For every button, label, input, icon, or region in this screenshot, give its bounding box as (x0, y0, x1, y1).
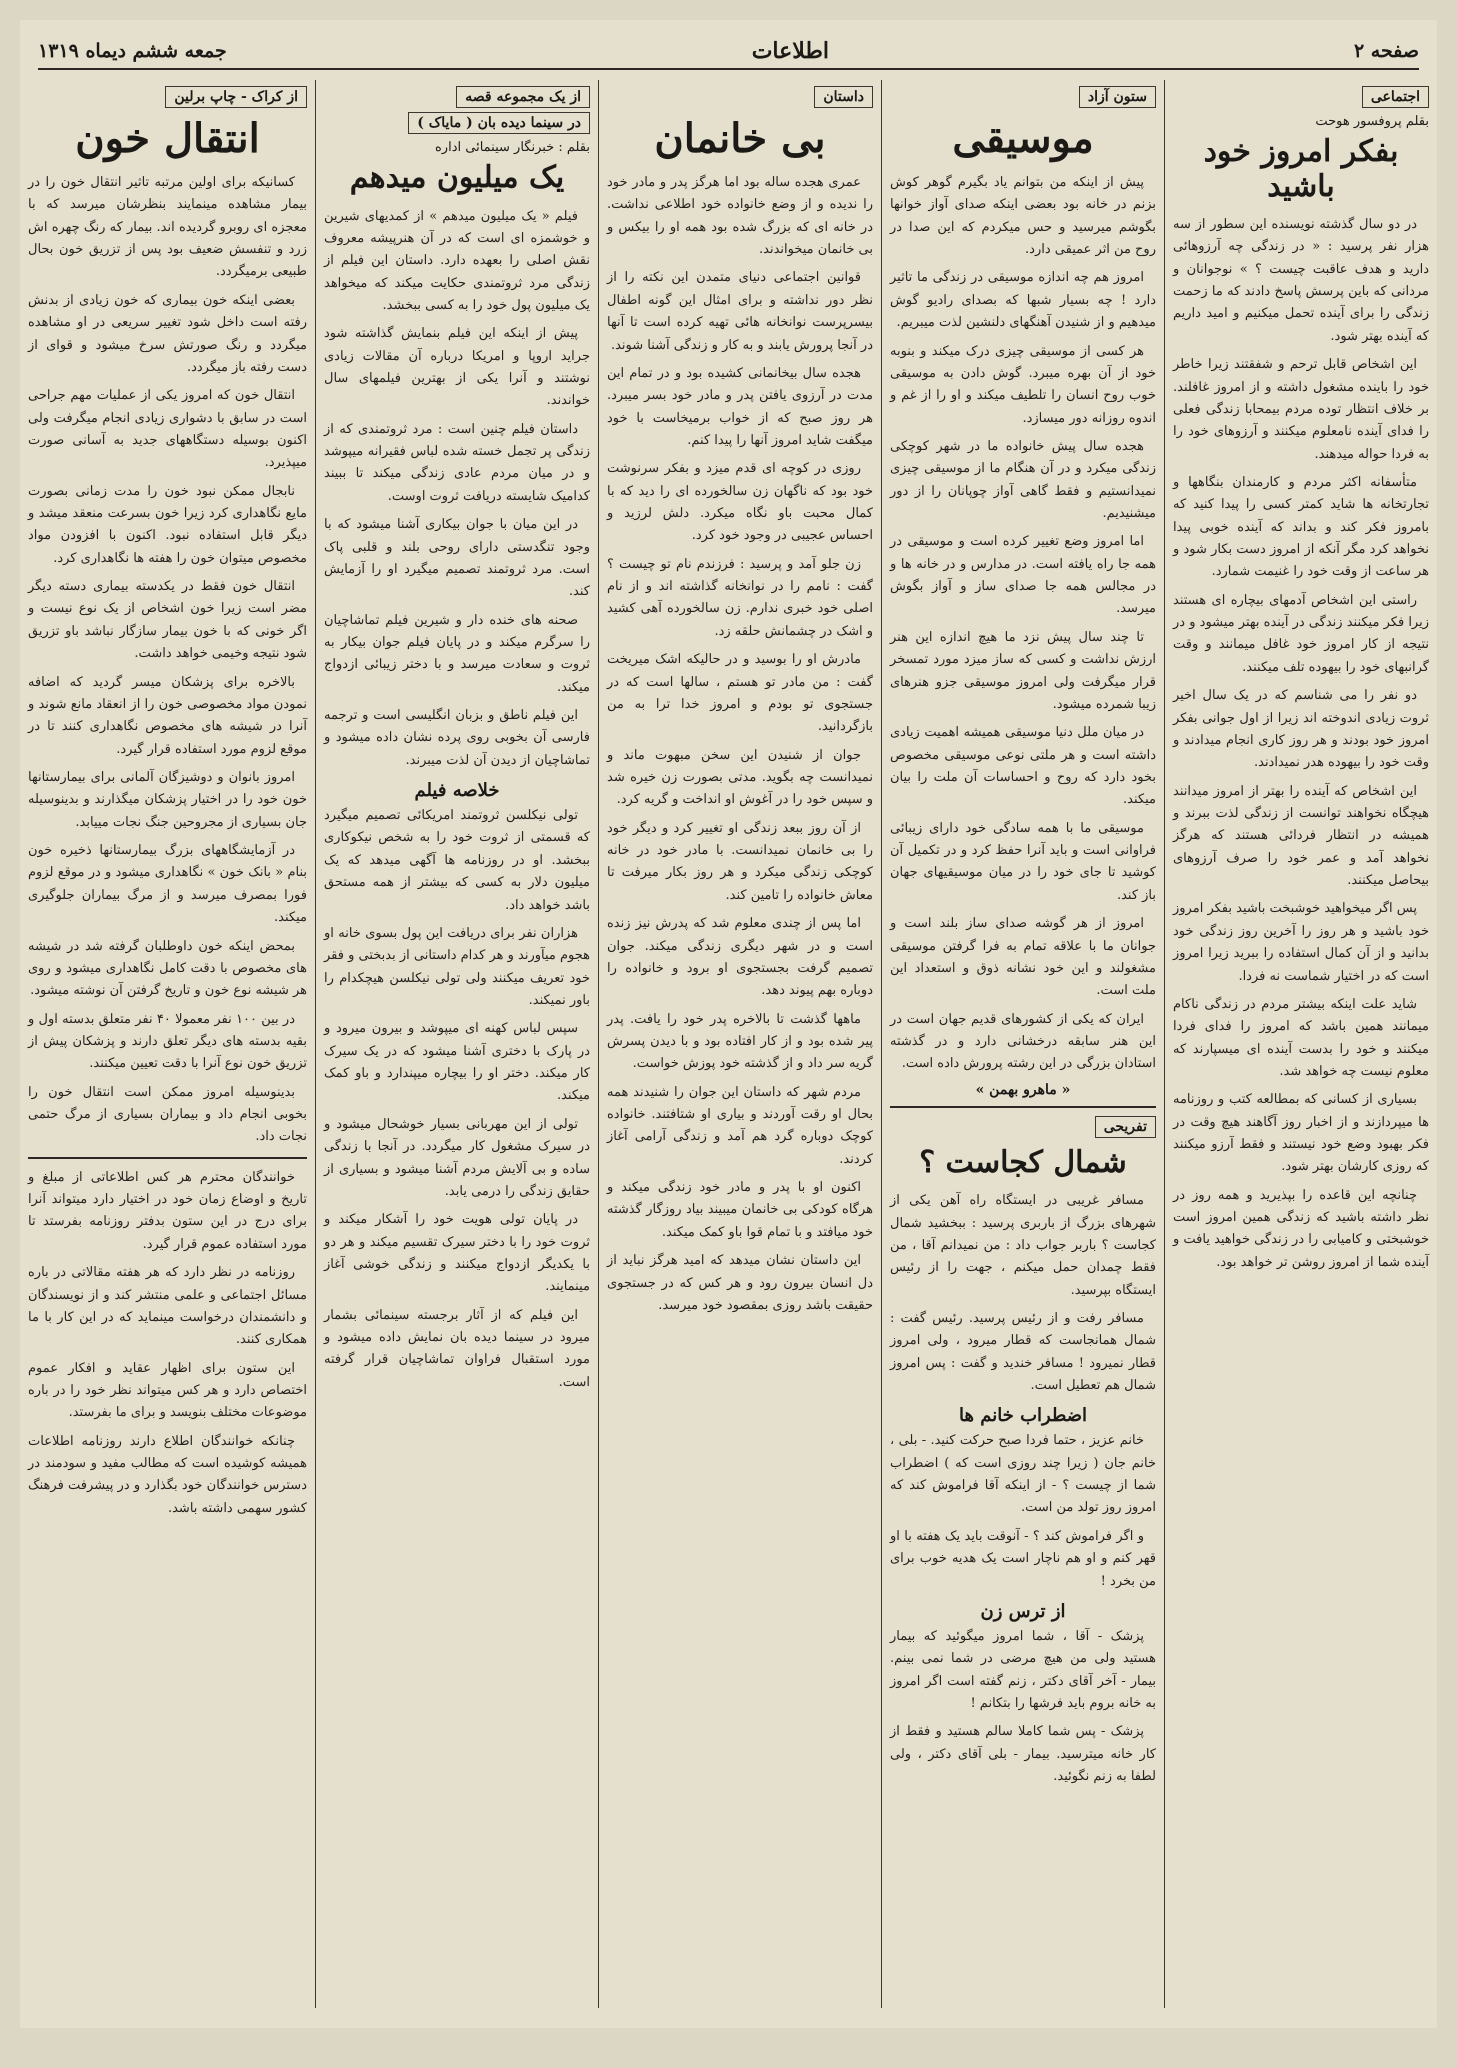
paragraph: بمحض اینکه خون داوطلبان گرفته شد در شیشه های مخصوص با دقت کامل نگاهداری میشود و روی هر شیشه نوع خون و تاریخ گرفتن آن نوشته میشود. (28, 938, 307, 999)
paragraph: راستی این اشخاص آدمهای بیچاره ای هستند زیرا فکر میکنند زندگی در آینده بهتر میشود و در نتیجه از کار امروز خود غافل میمانند و وقت گرانبهای خود را بیهوده تلف میکنند. (1173, 592, 1429, 675)
section-kicker: در سینما دیده بان ( مایاک ) (408, 112, 590, 134)
section-kicker: از یک مجموعه قصه (456, 86, 590, 108)
paragraph: پیش از اینکه من بتوانم یاد بگیرم گوهر کوش بزنم در خانه بود بعضی اینکه صدای آواز خوانها بگوشم میرسید و حس میکردم که این صدا در روح من اثر عمیقی دارد. (890, 175, 1156, 258)
column-social (1165, 80, 1437, 2008)
column-divider (315, 80, 316, 2008)
paragraph: صحنه های خنده دار و شیرین فیلم تماشاچیان را سرگرم میکند و در پایان فیلم جوان بیکار به ثروت و سعادت میرسد و با دختر زیبائی ازدواج میکند. (324, 612, 590, 695)
paragraph: مسافر غریبی در ایستگاه راه آهن یکی از شهرهای بزرگ از باربری پرسید : ببخشید شمال کجاست ؟ باربر جواب داد : من نمیدانم آقا ، من فقط چمدان حمل میکنم ، جهت را از رئیس ایستگاه بپرسید. (890, 1193, 1156, 1298)
paragraph: شاید علت اینکه بیشتر مردم در زندگی ناکام میمانند همین باشد که امروز را فدای فردا میکنند و خود را بدست آینده ای میسپارند که معلوم نیست چه خواهد شد. (1173, 996, 1429, 1079)
paragraph: اما پس از چندی معلوم شد که پدرش نیز زنده است و در شهر دیگری زندگی میکند. جوان تصمیم گرفت بجستجوی او برود و خانواده را دوباره بهم پیوند دهد. (607, 916, 873, 999)
paragraph: این فیلم ناطق و بزبان انگلیسی است و ترجمه فارسی آن بخوبی روی پرده نشان داده میشود و تماشاچیان از دیدن آن لذت میبرند. (324, 708, 590, 768)
column-free (882, 80, 1164, 2008)
paragraph: انتقال خون که امروز یکی از عملیات مهم جراحی است در سابق با دشواری زیادی انجام میگرفت ولی اکنون بوسیله دستگاههای جدید به آسانی صورت میپذیرد. (28, 388, 307, 471)
section-kicker: اجتماعی (1362, 86, 1429, 108)
paragraph: داستان فیلم چنین است : مرد ثروتمندی که از زندگی پر تجمل خسته شده لباس فقیرانه میپوشد و در میان مردم عادی زندگی میکند تا ببیند کدامیک شایسته دریافت ثروت اوست. (324, 421, 590, 504)
paragraph: هجده سال بیخانمانی کشیده بود و در تمام این مدت در آرزوی یافتن پدر و مادر خود بسر میبرد. هر روز صبح که از خواب برمیخاست با خود میگفت شاید امروز آنها را پیدا کنم. (607, 365, 873, 448)
column-divider (598, 80, 599, 2008)
paragraph: این فیلم که از آثار برجسته سینمائی بشمار میرود در سینما دیده بان نمایش داده میشود و مورد استقبال فراوان تماشاچیان قرار گرفته است. (324, 1307, 590, 1390)
masthead (38, 34, 1419, 70)
paragraph: جوان از شنیدن این سخن مبهوت ماند و نمیدانست چه بگوید. مدتی بصورت زن خیره شد و سپس خود را در آغوش او انداخت و گریه کرد. (607, 747, 873, 808)
article-headline: بی خانمان (654, 115, 826, 162)
paragraph: امروز از هر گوشه صدای ساز بلند است و جوانان ما با علاقه تمام به فرا گرفتن موسیقی مشغولند و این خود نشانه ذوق و استعداد این ملت است. (890, 916, 1156, 999)
section-kicker: از کراک - چاپ برلین (165, 86, 307, 108)
article-body (28, 1167, 307, 1520)
paragraph: تولی نیکلسن ثروتمند امریکائی تصمیم میگیرد که قسمتی از ثروت خود را به شخص نیکوکاری ببخشد. او در روزنامه ها آگهی میدهد که یک میلیون دلار به کسی که بیشتر از همه مستحق باشد خواهد داد. (324, 808, 590, 913)
paragraph: متأسفانه اکثر مردم و کارمندان بنگاهها و تجارتخانه ها شاید کمتر کسی را پیدا کنید که بامروز فکر کند و بداند که آینده خوبی پیدا نخواهد کرد مگر آنکه از امروز دست بکار شود و هر ساعت از وقت خود را غنیمت شمارد. (1173, 474, 1429, 580)
paragraph: در این میان با جوان بیکاری آشنا میشود که با وجود تنگدستی دارای روحی بلند و قلبی پاک است. مرد ثروتمند تصمیم میگیرد او را آزمایش کند. (324, 517, 590, 600)
paragraph: ایران که یکی از کشورهای قدیم جهان است در این هنر سابقه درخشانی دارد و در گذشته استادان بزرگی در این رشته پرورش داده است. (890, 1011, 1156, 1072)
paragraph: در میان ملل دنیا موسیقی همیشه اهمیت زیادی داشته است و هر ملتی نوعی موسیقی مخصوص بخود دارد که روح و احساسات آن ملت را بیان میکند. (890, 725, 1156, 808)
paragraph: روزی در کوچه ای قدم میزد و بفکر سرنوشت خود بود که ناگهان زن سالخورده ای را دید که با کمال محبت باو نگاه میکرد. دلش لرزید و احساس عجیبی در وجود خود کرد. (607, 461, 873, 544)
article-body (607, 172, 873, 1317)
article-headline: از ترس زن (980, 1600, 1066, 1622)
paragraph: قوانین اجتماعی دنیای متمدن این نکته را از نظر دور نداشته و برای امثال این گونه اطفال بیسرپرست نوانخانه هائی تهیه کرده است تا آنها در آنجا پرورش یابند و به کار و زندگی آشنا شوند. (607, 270, 873, 353)
paragraph: بعضی اینکه خون بیماری که خون زیادی از بدنش رفته است داخل شود تغییر سریعی در او مشاهده میگردد و رنگ صورتش سرخ میشود و قوای از دست رفته باز میگردد. (28, 292, 307, 375)
paragraph: زن جلو آمد و پرسید : فرزندم نام تو چیست ؟ گفت : نامم را در نوانخانه گذاشته اند و از نام اصلی خود خبری ندارم. زن سالخورده آهی کشید و اشک در چشمانش حلقه زد. (607, 556, 873, 639)
paragraph: بدینوسیله امروز ممکن است انتقال خون را بخوبی انجام داد و بیماران بسیاری از مرگ حتمی نجات داد. (28, 1084, 307, 1145)
paragraph: مادرش او را بوسید و در حالیکه اشک میریخت گفت : من مادر تو هستم ، سالها است که در جستجوی تو بودم و امروز خدا ترا به من بازگردانید. (607, 652, 873, 735)
paragraph: مردم شهر که داستان این جوان را شنیدند همه بحال او رقت آوردند و بیاری او شتافتند. خانواده کوچک دوباره گرد هم آمد و زندگی آرامی آغاز کردند. (607, 1084, 873, 1167)
paragraph: هزاران نفر برای دریافت این پول بسوی خانه او هجوم میآورند و هر کدام داستانی از بدبختی و فقر خود تعریف میکنند ولی تولی نیکلسن هیچکدام را باور نمیکند. (324, 925, 590, 1008)
paragraph: فیلم « یک میلیون میدهم » از کمدیهای شیرین و خوشمزه ای است که در آن هنرپیشه معروف نقش اصلی را بعهده دارد. داستان این فیلم از زندگی مرد ثروتمندی حکایت میکند که میخواهد یک میلیون پول خود را به کسی ببخشد. (324, 208, 590, 313)
article-body (890, 172, 1156, 1076)
paragraph: پس اگر میخواهید خوشبخت باشید بفکر امروز خود باشید و هر روز را آخرین روز زندگی خود بدانید و از آن کمال استفاده را ببرید زیرا امروز است که در اختیار شماست نه فردا. (1173, 901, 1429, 984)
paragraph: موسیقی ما با همه سادگی خود دارای زیبائی فراوانی است و باید آنرا حفظ کرد و در تکمیل آن کوشید تا جای خود را در میان موسیقیهای جهان باز کند. (890, 820, 1156, 903)
paragraph: پیش از اینکه این فیلم بنمایش گذاشته شود جراید اروپا و امریکا درباره آن مقالات زیادی نوشتند و آنرا یکی از بهترین فیلمهای سال خواندند. (324, 326, 590, 409)
paragraph: تولی از این مهربانی بسیار خوشحال میشود و در سیرک مشغول کار میگردد. در آنجا با زندگی ساده و بی آلایش مردم آشنا میشود و بسیاری از حقایق زندگی را درمی یابد. (324, 1116, 590, 1199)
paragraph: کسانیکه برای اولین مرتبه تاثیر انتقال خون را در بیمار مشاهده مینمایند بنظرشان میرسد که با معجزه ای روبرو گردیده اند. بیمار که رنگ چهره اش زرد و تنفسش ضعیف بود پس از تزریق خون بحال طبیعی برمیگردد. (28, 175, 307, 280)
article-body (1173, 214, 1429, 1274)
paragraph: خانم عزیز ، حتما فردا صبح حرکت کنید. - بلی ، خانم جان ( زیرا چند روزی است که ) اضطراب شما از چیست ؟ - از اینکه آقا فراموش کند که امروز روز تولد من است. (890, 1433, 1156, 1516)
paragraph: چنانکه خوانندگان اطلاع دارند روزنامه اطلاعات همیشه کوشیده است که مطالب مفید و سودمند در دسترس خوانندگان خود بگذارد و در پیشرفت فرهنگ کشور سهمی داشته باشد. (28, 1433, 307, 1516)
newspaper-name: اطلاعات (751, 38, 830, 64)
newspaper-page (20, 20, 1437, 2028)
column-science (20, 80, 315, 2008)
article-headline: خلاصه فیلم (414, 780, 500, 802)
paragraph: بالاخره برای پزشکان میسر گردید که اضافه نمودن مواد مخصوصی خون را از انعقاد مانع شوند و آنرا در شیشه های مخصوص نگاهداری کنند تا در موقع لزوم مورد استفاده قرار گیرد. (28, 674, 307, 757)
paragraph: هر کسی از موسیقی چیزی درک میکند و بنوبه خود از آن بهره میبرد. گوش دادن به موسیقی خوب روح انسان را تلطیف میکند و او را از غم و اندوه روزانه دور میسازد. (890, 343, 1156, 426)
paragraph: در آزمایشگاههای بزرگ بیمارستانها ذخیره خون بنام « بانک خون » نگاهداری میشود و در موقع لزوم فورا بمصرف میرسد و از مرگ بیماران جلوگیری میکند. (28, 843, 307, 926)
paragraph: این ستون برای اظهار عقاید و افکار عموم اختصاص دارد و هر کس میتواند نظر خود را در باره موضوعات مختلف بنویسد و برای ما بفرستد. (28, 1360, 307, 1421)
section-divider (28, 1157, 307, 1159)
paragraph: اکنون او با پدر و مادر خود زندگی میکند و هرگاه کودکی بی خانمان میبیند بیاد روزگار گذشته خود میافتد و با تمام قوا باو کمک میکند. (607, 1180, 873, 1240)
paragraph: این داستان نشان میدهد که امید هرگز نباید از دل انسان بیرون رود و هر کس که در جستجوی حقیقت باشد روزی بمقصود خود میرسد. (607, 1253, 873, 1313)
paragraph: اما امروز وضع تغییر کرده است و موسیقی در همه جا راه یافته است. در مدارس و در خانه ها و در مجالس همه جا صدای ساز و آواز بگوش میرسد. (890, 534, 1156, 617)
paragraph: چنانچه این قاعده را بپذیرید و همه روز در نظر داشته باشید که زندگی همین امروز است خوشبختی و کامیابی را در زندگی خواهید یافت و آینده شما از امروز روشن تر خواهد بود. (1172, 1187, 1429, 1270)
paragraph: این اشخاص که آینده را بهتر از امروز میدانند هیچگاه نخواهند توانست از زندگی لذت ببرند و همیشه در انتظار فردائی هستند که هرگز نخواهد آمد و عمر خود را صرف آرزوهای بیحاصل میکنند. (1173, 783, 1429, 889)
article-body (890, 1626, 1156, 1789)
page-number: صفحه ۲ (1353, 40, 1419, 62)
paragraph: در بین ۱۰۰ نفر معمولا ۴۰ نفر متعلق بدسته اول و بقیه بدسته های دیگر تعلق دارند و پزشکان پیش از تزریق خون نوع آنرا با دقت تعیین میکنند. (28, 1011, 307, 1072)
byline: بقلم پروفسور هوحت (1315, 114, 1429, 129)
paragraph: هجده سال پیش خانواده ما در شهر کوچکی زندگی میکرد و در آن هنگام ما از موسیقی چیزی نمیدانستیم و فقط گاهی آواز چوپانان را از دور میشنیدیم. (890, 438, 1156, 522)
paragraph: امروز هم چه اندازه موسیقی در زندگی ما تاثیر دارد ! چه بسیار شبها که بصدای رادیو گوش میدهیم و از شنیدن آهنگهای دلنشین لذت میبریم. (890, 270, 1156, 331)
byline: بقلم : خبرنگار سینمائی اداره (435, 140, 590, 155)
article-headline: یک میلیون میدهم (349, 160, 565, 195)
article-headline: انتقال خون (75, 115, 260, 162)
article-headline: موسیقی (952, 115, 1094, 162)
column-divider (1164, 80, 1165, 2008)
section-divider (890, 1106, 1156, 1108)
author-signature: « ماهرو بهمن » (975, 1081, 1071, 1098)
section-kicker: ستون آزاد (1079, 86, 1156, 108)
paragraph: پزشک - پس شما کاملا سالم هستید و فقط از کار خانه میترسید. بیمار - بلی آقای دکتر ، ولی لطفا به زنم نگوئید. (890, 1724, 1156, 1785)
paragraph: عمری هجده ساله بود اما هرگز پدر و مادر خود را ندیده و از وضع خانواده خود اطلاعی نداشت. در خانه ای که بزرگ شده بود همه او را بیکس و بی خانمان میخواندند. (607, 175, 873, 258)
article-headline: اضطراب خانم ها (958, 1405, 1088, 1427)
article-body (28, 172, 307, 1149)
paragraph: از آن روز ببعد زندگی او تغییر کرد و دیگر خود را بی خانمان نمیدانست. با مادر خود در خانه کوچکی زندگی میکرد و هر روز بکار میرفت تا معاش خانواده را تامین کند. (607, 820, 873, 903)
paragraph: این اشخاص قابل ترحم و شفقتند زیرا خاطر خود را باینده مشغول داشته و از امروز غافلند. بر خلاف انتظار توده مردم بیمحابا زندگی فعلی را فدای آینده نامعلوم میکنند و آرزوهای خود را به فردا حواله میدهند. (1173, 357, 1429, 462)
article-headline: شمال کجاست ؟ (919, 1144, 1127, 1180)
paragraph: خوانندگان محترم هر کس اطلاعاتی از مبلغ و تاریخ و اوضاع زمان خود در اختیار دارد میتواند آنرا برای درج در این ستون بدفتر روزنامه بفرستد تا مورد استفاده عموم قرار گیرد. (28, 1169, 307, 1252)
paragraph: بسیاری از کسانی که بمطالعه کتب و روزنامه ها میپردازند و از اخبار روز آگاهند هیچ وقت در فکر بهبود وضع خود نیستند و فقط آرزو میکنند که روزی کارشان بهتر شود. (1173, 1092, 1429, 1175)
paragraph: روزنامه در نظر دارد که هر هفته مقالاتی در باره مسائل اجتماعی و علمی منتشر کند و از نویسندگان و دانشمندان درخواست مینماید که در این کار با ما همکاری کنند. (28, 1265, 307, 1348)
paragraph: و اگر فراموش کند ؟ - آنوقت باید یک هفته با او قهر کنم و او هم ناچار است یک هدیه خوب برای من بخرد ! (890, 1528, 1156, 1589)
section-kicker: داستان (814, 86, 873, 108)
paragraph: مسافر رفت و از رئیس پرسید. رئیس گفت : شمال همانجاست که قطار میرود ، ولی امروز قطار نمیرود ! مسافر خندید و گفت : پس امروز شمال هم تعطیل است. (890, 1310, 1156, 1394)
paragraph: در پایان تولی هویت خود را آشکار میکند و ثروت خود را با دختر سیرک تقسیم میکند و هر دو با یکدیگر ازدواج میکنند و زندگی خوشی آغاز مینمایند. (324, 1212, 590, 1295)
article-body (324, 805, 590, 1394)
issue-date: جمعه ششم دیماه ۱۳۱۹ (38, 40, 227, 62)
paragraph: انتقال خون فقط در یکدسته بیماری دسته دیگر مضر است زیرا خون اشخاص از یک نوع نیست و اگر خونی که با خون بیمار سازگار نباشد باو تزریق شود نتیجه وخیمی خواهد داشت. (28, 579, 307, 662)
article-body (890, 1190, 1156, 1397)
paragraph: ماهها گذشت تا بالاخره پدر خود را یافت. پدر پیر شده بود و از کار افتاده بود و با دیدن پسرش گریه سر داد و از گذشته خود پوزش خواست. (607, 1011, 873, 1072)
paragraph: پزشک - آقا ، شما امروز میگوئید که بیمار هستید ولی من هیچ مرضی در شما نمی بینم. بیمار - آخر آقای دکتر ، زنم گفته است اگر امروز به خانه بروم باید فرشها را بتکانم ! (890, 1628, 1156, 1711)
paragraph: دو نفر را می شناسم که در یک سال اخیر ثروت زیادی اندوخته اند زیرا از اول جوانی بفکر امروز خود بودند و هر روز کاری انجام میدادند و وقت خود را بیهوده هدر نمیدادند. (1173, 688, 1429, 771)
article-headline: بفکر امروز خود باشید (1203, 134, 1399, 204)
column-divider (881, 80, 882, 2008)
paragraph: نابجال ممکن نبود خون را مدت زمانی بصورت مایع نگاهداری کرد زیرا خون بسرعت منعقد میشد و دیگر قابل استفاده نبود. اکنون با افزودن مواد مخصوص میتوان خون را هفته ها نگاهداری کرد. (28, 483, 307, 566)
column-story (599, 80, 881, 2008)
section-kicker: تفریحی (1095, 1116, 1156, 1138)
article-body (890, 1430, 1156, 1593)
paragraph: در دو سال گذشته نویسنده این سطور از سه هزار نفر پرسید : « در زندگی چه آرزوهائی دارید و هدف عاقبت چیست ؟ » نوجوانان و مردانی که باین پرسش پاسخ دادند که ما زحمت زندگی را برای آینده تحمل میکنیم و امید داریم که آینده بهتر شود. (1173, 217, 1429, 344)
paragraph: سپس لباس کهنه ای میپوشد و بیرون میرود و در پارک با دختری آشنا میشود که در یک سیرک کار میکند. دختر او را بیچاره میپندارد و باو کمک میکند. (324, 1021, 590, 1104)
paragraph: امروز بانوان و دوشیزگان آلمانی برای بیمارستانها خون خود را در اختیار پزشکان میگذارند و بدینوسیله جان بسیاری از مجروحین جنگ نجات مییابد. (28, 769, 307, 830)
paragraph: تا چند سال پیش نزد ما هیچ اندازه این هنر ارزش نداشت و کسی که ساز میزد مورد تمسخر قرار میگرفت ولی امروز موسیقی جزو هنرهای زیبا شمرده میشود. (890, 629, 1156, 712)
article-body (324, 206, 590, 773)
column-cinema (316, 80, 598, 2008)
